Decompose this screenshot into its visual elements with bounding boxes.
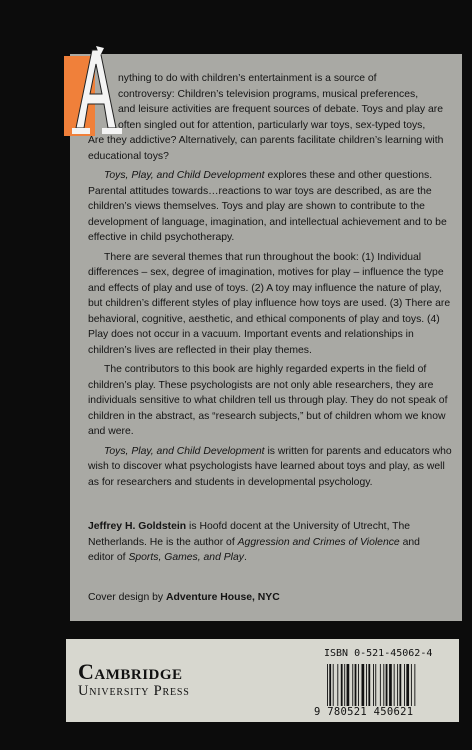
barcode-digits: 9 780521 450621 — [314, 706, 414, 718]
author-book-1: Aggression and Crimes of Violence — [237, 536, 400, 548]
bio-text: and editor of — [88, 536, 420, 563]
barcode-icon — [325, 664, 445, 706]
paragraph-3: There are several themes that run throughout the book: (1) Individual differences – sex, degree of imagination, motives for play – influence the type and effects of play and use of toys. (2) A toy may influence the nature of play, but children’s different styles of play influence how toys are used. (3) There are behavioral, cognitive, aesthetic, and ethical components of play and toys. (4) Play does not occur in a vacuum. Important events and relationships in children’s lives are reflected in their play themes. — [88, 251, 451, 356]
paragraph-1-line-1: nything to do with children’s entertainment is a source of — [118, 73, 377, 84]
publisher-subname: University Press — [78, 683, 190, 699]
paragraph-1-rest: Are they addictive? Alternatively, can parents facilitate children’s learning with educational toys? — [88, 135, 444, 162]
paragraph-1-line-3: and leisure activities are frequent sources of debate. Toys and play are — [118, 104, 443, 115]
book-title: Toys, Play, and Child Development — [104, 445, 265, 457]
paragraph-1-line-4: often singled out for attention, particularly war toys, sex-typed toys, — [118, 119, 426, 131]
book-title: Toys, Play, and Child Development — [104, 170, 265, 181]
paragraph-5-text: is written for parents and educators who wish to discover what psychologists have learned about toys and play, as well as for researchers and students in developmental psychology. — [88, 445, 452, 488]
credit-prefix: Cover design by — [88, 592, 166, 603]
author-bio — [88, 519, 448, 566]
body-text — [88, 71, 452, 494]
paragraph-1 — [88, 71, 452, 164]
bio-text: . — [243, 552, 247, 563]
credit-designer: Adventure House, NYC — [165, 592, 280, 603]
cover-credit — [88, 591, 280, 605]
bio-text: is Hoofd docent at the University of Utrecht, The Netherlands. He is the author of — [88, 521, 411, 548]
author-name: Jeffrey H. Goldstein — [88, 521, 187, 532]
publisher-name: Cambridge — [78, 659, 183, 684]
paragraph-4: The contributors to this book are highly regarded experts in the field of children’s play. These psychologists are not only able researchers, they are individuals sensitive to what children tell us through play. They do not speak of children in the abstract, as “research subjects,” but of children whom we know and were. — [88, 364, 448, 437]
publisher-footer — [66, 639, 459, 722]
author-book-2: Sports, Games, and Play — [128, 552, 244, 563]
paragraph-2-text: explores these and other questions. Parental attitudes towards…reactions to war toys are described, as are the children’s views themselves. Toys and play are shown to contribute to the development of language, imagination, and intellectual achievement and to be effective in child psychotherapy. — [88, 170, 447, 243]
paragraph-5 — [88, 444, 452, 491]
publisher-logo — [78, 659, 190, 700]
paragraph-1-line-2: controversy: Children’s television programs, musical preferences, — [118, 88, 419, 100]
paragraph-2 — [88, 168, 452, 246]
isbn-label: ISBN 0-521-45062-4 — [324, 648, 433, 659]
